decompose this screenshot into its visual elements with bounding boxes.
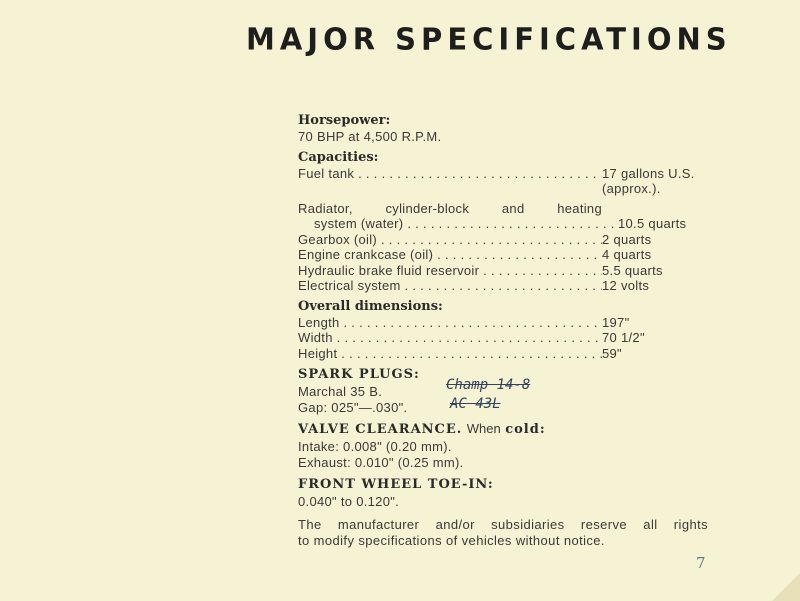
dimension-label: Height <box>298 345 338 361</box>
spark-plugs-block <box>298 377 708 415</box>
capacity-row-crankcase <box>298 247 708 263</box>
capacity-row-electrical <box>298 278 708 294</box>
valve-intake: Intake: 0.008" (0.20 mm). <box>298 439 452 454</box>
spark-plugs-heading: SPARK PLUGS: <box>298 367 420 382</box>
dimension-value: 59" <box>602 345 622 361</box>
capacity-row-brake-fluid <box>298 263 708 279</box>
capacity-label: system (water) <box>314 216 404 231</box>
valve-exhaust: Exhaust: 0.010" (0.25 mm). <box>298 454 464 470</box>
specifications-content <box>298 112 708 549</box>
dimension-label: Length <box>298 314 340 330</box>
capacity-label: Fuel tank <box>298 165 355 181</box>
valve-clearance-heading: VALVE CLEARANCE. When cold: <box>298 421 546 437</box>
capacity-row-radiator-cont <box>298 216 708 232</box>
capacity-row-radiator <box>298 201 708 217</box>
capacity-value: 17 gallons U.S. <box>602 165 695 181</box>
page-corner-curl <box>772 573 800 601</box>
capacity-value-note: (approx.). <box>602 181 661 196</box>
capacity-value: 12 volts <box>602 278 650 293</box>
notice-line-2: to modify specifications of vehicles without notice. <box>298 532 605 548</box>
capacity-row-gearbox <box>298 232 708 248</box>
horsepower-value: 70 BHP at 4,500 R.P.M. <box>298 129 442 144</box>
handwritten-note-2: AC 43L <box>450 396 501 412</box>
capacity-row-fuel-tank <box>298 166 708 197</box>
toe-in-heading: FRONT WHEEL TOE-IN: <box>298 477 494 492</box>
dimension-value: 70 1/2" <box>602 330 645 345</box>
capacity-label: Gearbox (oil) <box>298 231 378 247</box>
capacity-label: Engine crankcase (oil) <box>298 247 434 262</box>
dimensions-heading: Overall dimensions: <box>298 298 443 314</box>
capacity-value: 4 quarts <box>602 247 652 262</box>
notice-line-1: The manufacturer and/or subsidiaries reserve all rights <box>298 516 708 532</box>
handwritten-note-1: Champ 14-8 <box>446 377 531 393</box>
page-title: MAJOR SPECIFICATIONS <box>246 21 732 57</box>
dimension-row-length <box>298 315 708 331</box>
horsepower-heading: Horsepower: <box>298 113 391 128</box>
capacity-value: 5.5 quarts <box>602 262 663 278</box>
dimension-label: Width <box>298 330 333 345</box>
capacities-heading: Capacities: <box>298 149 379 165</box>
capacity-label: Hydraulic brake fluid reservoir <box>298 262 480 278</box>
capacity-label: Electrical system <box>298 278 401 293</box>
capacity-label: Radiator, cylinder-block and heating <box>298 200 602 216</box>
dimension-row-height <box>298 346 708 362</box>
toe-in-value: 0.040" to 0.120". <box>298 494 400 509</box>
dimension-row-width <box>298 330 708 346</box>
spark-plug-gap: Gap: 025"—.030". <box>298 399 408 415</box>
capacity-value: 10.5 quarts <box>618 216 687 231</box>
spark-plug-model: Marchal 35 B. <box>298 384 383 399</box>
capacity-value: 2 quarts <box>602 231 652 247</box>
dimension-value: 197" <box>602 314 630 330</box>
page-number: 7 <box>696 554 706 572</box>
